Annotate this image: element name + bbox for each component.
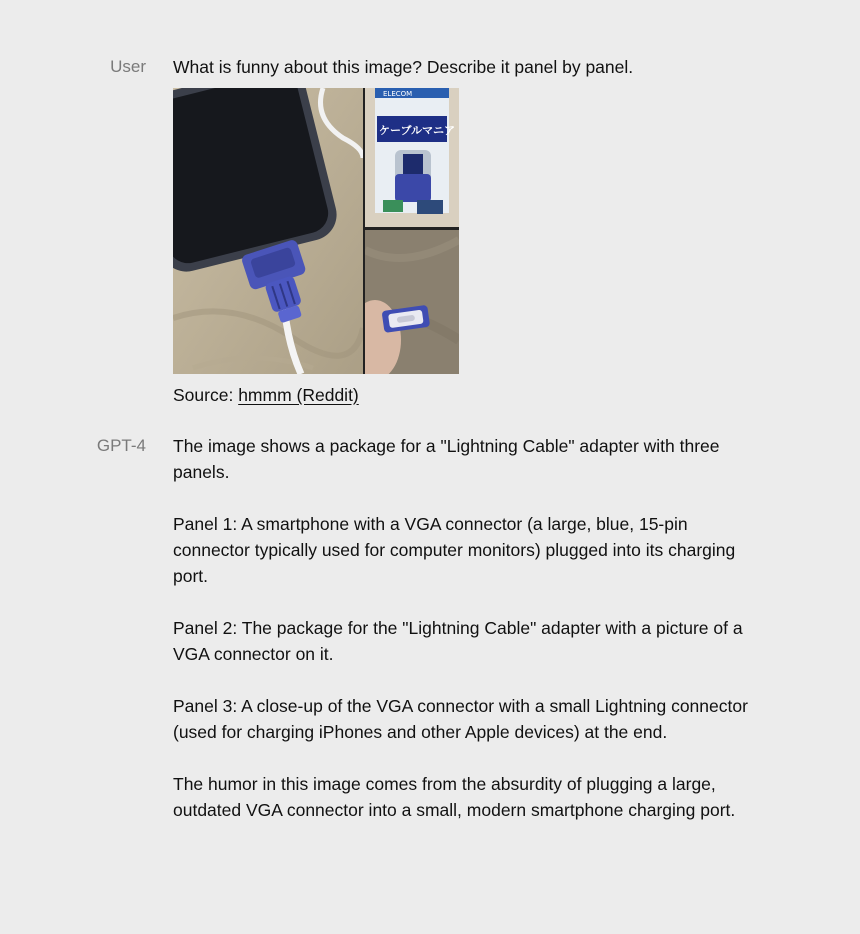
response-paragraph-intro: The image shows a package for a "Lightning Cable" adapter with three panels.	[173, 436, 720, 482]
collage-image	[173, 88, 459, 374]
package-title-text: ケーブルマニア	[379, 124, 456, 137]
adapter-closeup-photo	[365, 230, 459, 374]
user-message	[173, 54, 763, 408]
response-paragraph-panel-3: Panel 3: A close-up of the VGA connector with a small Lightning connector (used for charging iPhones and other Apple devices) at the end.	[173, 696, 748, 742]
response-paragraph-panel-1: Panel 1: A smartphone with a VGA connector (a large, blue, 15-pin connector typically used for computer monitors) plugged into its charging port.	[173, 514, 736, 586]
speaker-label-user: User	[110, 57, 146, 76]
response-paragraph-humor: The humor in this image comes from the absurdity of plugging a large, outdated VGA connector into a small, modern smartphone charging port.	[173, 774, 736, 820]
phone-vga-illustration	[173, 88, 363, 374]
phone-with-vga-plug-photo	[173, 88, 363, 374]
source-prefix: Source:	[173, 385, 239, 405]
gpt4-response	[173, 433, 763, 823]
user-prompt-text: What is funny about this image? Describe it panel by panel.	[173, 57, 634, 77]
speaker-label-gpt4: GPT-4	[96, 436, 146, 455]
image-source-line	[173, 382, 763, 408]
adapter-package-photo	[365, 88, 459, 227]
response-paragraph-panel-2: Panel 2: The package for the "Lightning Cable" adapter with a picture of a VGA connector on it.	[173, 618, 743, 664]
package-brand-text: ELECOM	[383, 90, 413, 98]
source-link[interactable]: hmmm (Reddit)	[238, 385, 359, 405]
